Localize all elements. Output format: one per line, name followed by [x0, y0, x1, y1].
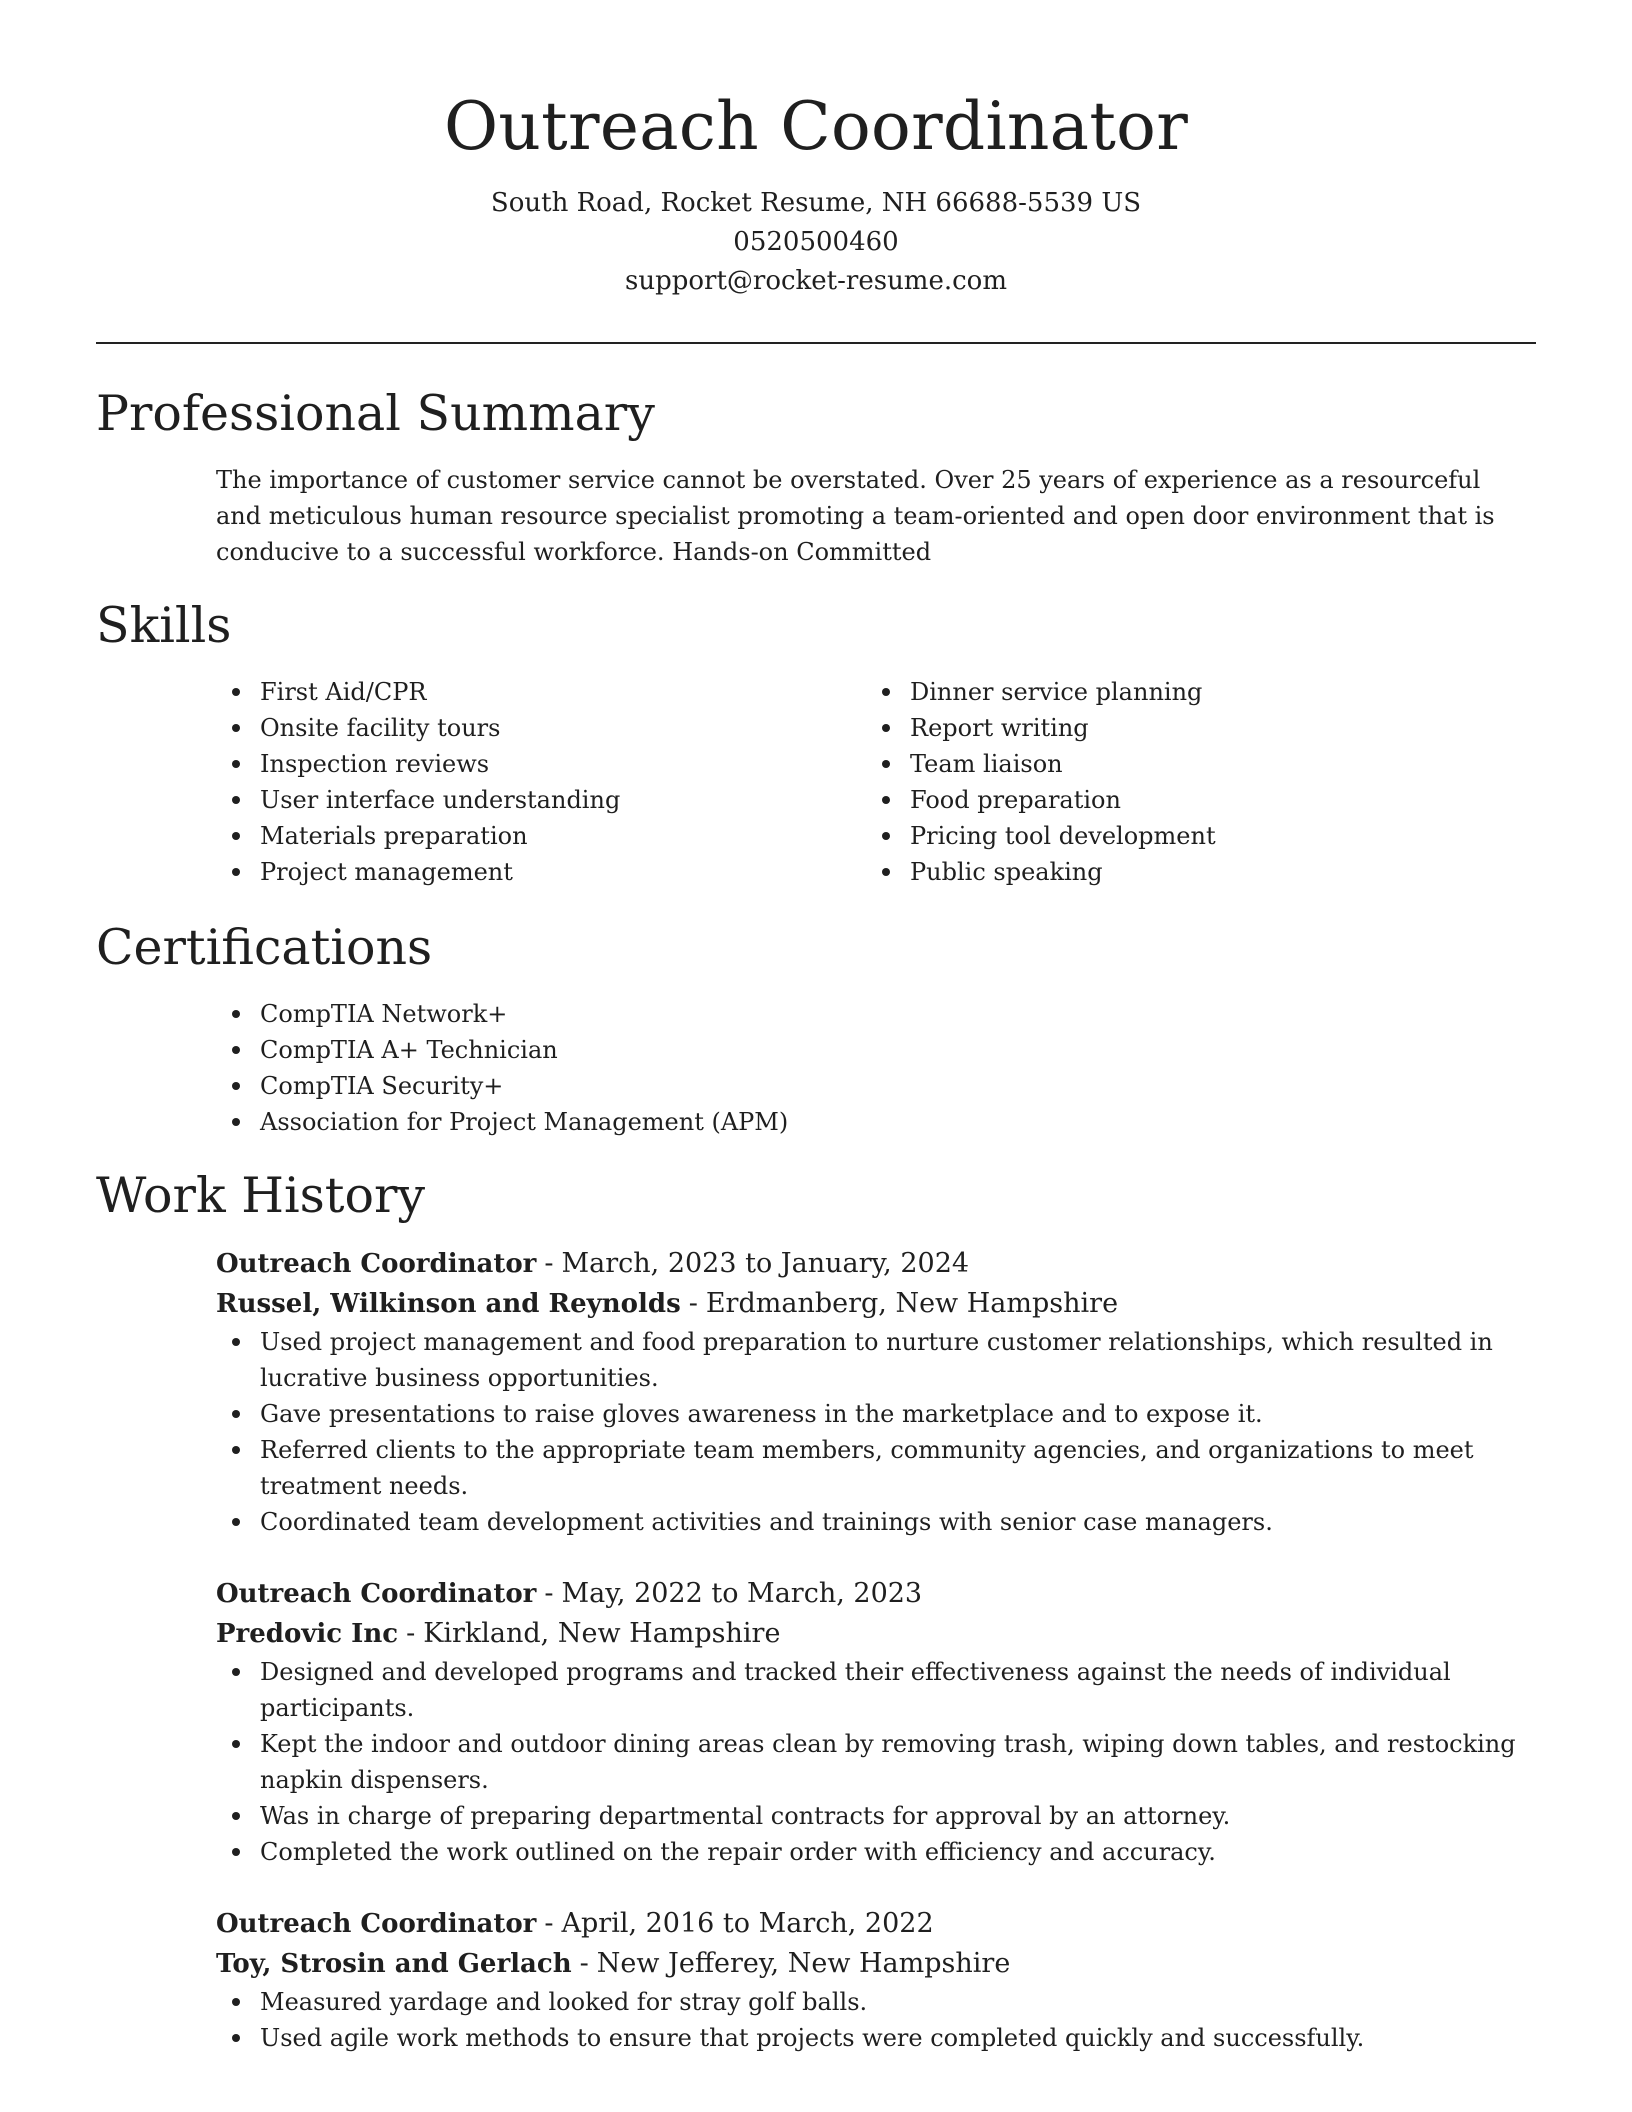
certification-item: Association for Project Management (APM) — [260, 1104, 1416, 1140]
job-title-line — [216, 1574, 1536, 1614]
job-entry — [216, 1574, 1536, 1870]
job-dates: April, 2016 to March, 2022 — [561, 1908, 934, 1939]
section-title-skills: Skills — [96, 597, 232, 654]
job-bullet: Referred clients to the appropriate team members, community agencies, and organizations to meet treatment needs. — [260, 1432, 1536, 1504]
skill-item: Materials preparation — [260, 818, 776, 854]
skill-item: Report writing — [910, 710, 1426, 746]
job-company: Toy, Strosin and Gerlach — [216, 1949, 572, 1979]
job-entry — [216, 1904, 1536, 2056]
job-bullet: Measured yardage and looked for stray golf balls. — [260, 1984, 1536, 2020]
candidate-name: Outreach Coordinator — [443, 88, 1189, 165]
skills-list-right — [866, 674, 1426, 890]
job-title-line — [216, 1904, 1536, 1944]
job-bullet: Used agile work methods to ensure that projects were completed quickly and successfully. — [260, 2020, 1536, 2056]
job-location: Kirkland, New Hampshire — [423, 1618, 781, 1649]
job-dates: May, 2022 to March, 2023 — [561, 1578, 923, 1609]
skills-column-left — [216, 674, 776, 890]
skill-item: User interface understanding — [260, 782, 776, 818]
separator: - — [544, 1578, 554, 1609]
job-bullet: Designed and developed programs and tracked their effectiveness against the needs of individual participants. — [260, 1654, 1536, 1726]
skill-item: Project management — [260, 854, 776, 890]
job-company-line — [216, 1944, 1536, 1984]
work-history-list — [216, 1244, 1536, 2090]
job-title-line — [216, 1244, 1536, 1284]
email-text: support@rocket-resume.com — [624, 266, 1007, 296]
skill-item: Food preparation — [910, 782, 1426, 818]
skill-item: Onsite facility tours — [260, 710, 776, 746]
certifications-block — [216, 996, 1416, 1140]
job-location: New Jefferey, New Hampshire — [596, 1948, 1011, 1979]
certifications-list — [216, 996, 1416, 1140]
job-bullet-list — [216, 1324, 1536, 1540]
section-title-summary: Professional Summary — [96, 385, 655, 442]
section-title-certifications: Certifications — [96, 919, 433, 976]
skill-item: Dinner service planning — [910, 674, 1426, 710]
skill-item: Pricing tool development — [910, 818, 1426, 854]
job-company-line — [216, 1614, 1536, 1654]
job-bullet: Coordinated team development activities and trainings with senior case managers. — [260, 1504, 1536, 1540]
job-bullet: Used project management and food preparation to nurture customer relationships, which resulted in lucrative business opportunities. — [260, 1324, 1536, 1396]
job-company: Predovic Inc — [216, 1619, 399, 1649]
section-title-work-history: Work History — [96, 1167, 426, 1224]
phone-text: 0520500460 — [733, 227, 899, 257]
job-entry — [216, 1244, 1536, 1540]
separator: - — [544, 1908, 554, 1939]
job-title: Outreach Coordinator — [216, 1249, 537, 1279]
job-company: Russel, Wilkinson and Reynolds — [216, 1289, 681, 1319]
resume-header — [0, 82, 1632, 301]
job-bullet: Gave presentations to raise gloves awareness in the marketplace and to expose it. — [260, 1396, 1536, 1432]
separator: - — [544, 1248, 554, 1279]
certification-item: CompTIA A+ Technician — [260, 1032, 1416, 1068]
job-location: Erdmanberg, New Hampshire — [705, 1288, 1119, 1319]
skill-item: Public speaking — [910, 854, 1426, 890]
job-dates: March, 2023 to January, 2024 — [561, 1248, 970, 1279]
job-title: Outreach Coordinator — [216, 1579, 537, 1609]
job-bullet: Was in charge of preparing departmental contracts for approval by an attorney. — [260, 1798, 1536, 1834]
certification-item: CompTIA Network+ — [260, 996, 1416, 1032]
job-bullet: Kept the indoor and outdoor dining areas clean by removing trash, wiping down tables, and restocking napkin dispensers. — [260, 1726, 1536, 1798]
header-divider — [96, 342, 1536, 344]
skill-item: Inspection reviews — [260, 746, 776, 782]
summary-text: The importance of customer service cannot be overstated. Over 25 years of experience as a resourceful and meticulous human resource specialist promoting a team-oriented and open door environment that is conducive to a successful workforce. Hands-on Committed — [216, 466, 1495, 566]
address-text: South Road, Rocket Resume, NH 66688-5539 US — [490, 188, 1142, 218]
job-company-line — [216, 1284, 1536, 1324]
skill-item: Team liaison — [910, 746, 1426, 782]
job-bullet-list — [216, 1984, 1536, 2056]
skill-item: First Aid/CPR — [260, 674, 776, 710]
separator: - — [579, 1948, 589, 1979]
separator: - — [688, 1288, 698, 1319]
skills-column-right — [866, 674, 1426, 890]
job-bullet: Completed the work outlined on the repair order with efficiency and accuracy. — [260, 1834, 1536, 1870]
job-title: Outreach Coordinator — [216, 1909, 537, 1939]
certification-item: CompTIA Security+ — [260, 1068, 1416, 1104]
skills-list-left — [216, 674, 776, 890]
job-bullet-list — [216, 1654, 1536, 1870]
separator: - — [406, 1618, 416, 1649]
